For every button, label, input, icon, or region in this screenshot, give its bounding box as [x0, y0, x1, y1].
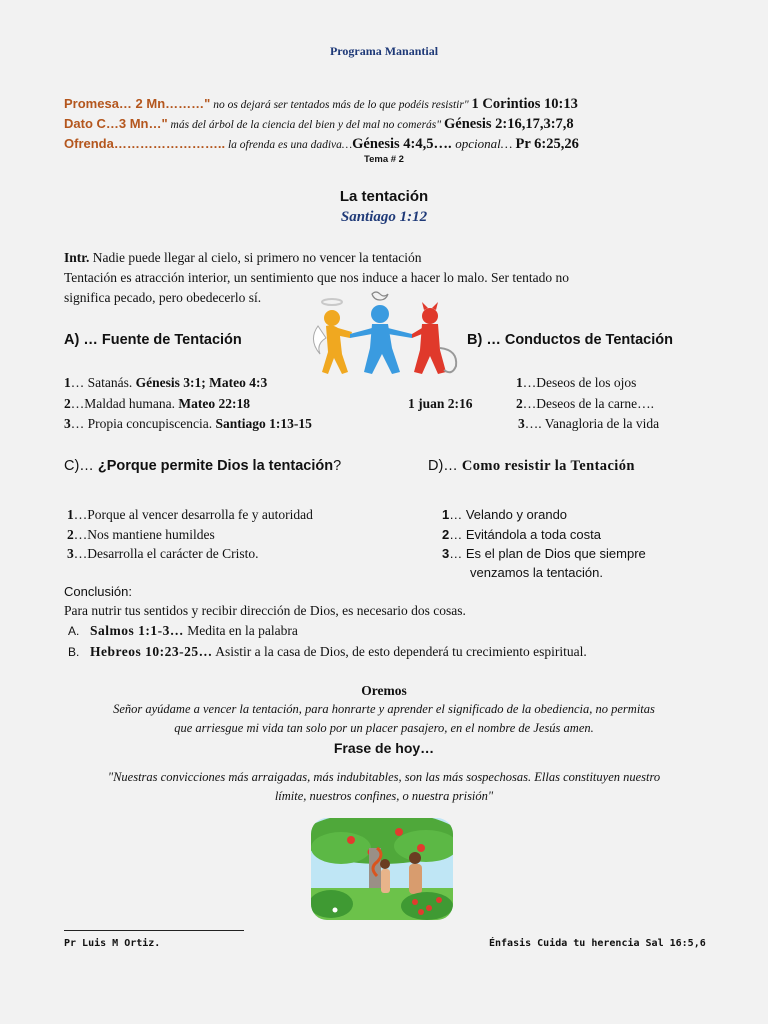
offering-line: [64, 136, 579, 153]
conclusion-text: Para nutrir tus sentidos y recibir dirección de Dios, es necesario dos cosas.: [64, 603, 466, 618]
prayer-line-2: que arriesgue mi vida tan solo por un placer pasajero, en el nombre de Jesús amen.: [174, 721, 594, 735]
section-d-heading: D)… Como resistir la Tentación: [428, 458, 635, 474]
section-d-item-2: 2… Evitándola a toda costa: [442, 527, 601, 542]
section-d-item-1: 1… Velando y orando: [442, 507, 568, 522]
confusion-icon: [372, 292, 388, 300]
section-b-item-2: 2…Deseos de la carne….: [516, 396, 654, 411]
intro-line-2: Tentación es atracción interior, un sentimiento que nos induce a hacer lo malo. Ser tentado no: [64, 270, 569, 285]
fact-label: Dato C…3 Mn…": [64, 116, 168, 131]
promise-label: Promesa… 2 Mn………": [64, 96, 211, 111]
emphasis-text: Énfasis Cuida tu herencia Sal 16:5,6: [489, 938, 706, 949]
wing-icon: [313, 326, 326, 354]
signature-rule: [64, 930, 244, 931]
human-figure: [350, 305, 412, 374]
fact-text: más del árbol de la ciencia del bien y del mal no comerás": [167, 119, 444, 131]
section-a-item-2: 2…Maldad humana. Mateo 22:18: [64, 396, 250, 411]
offering-ref: Génesis 4:4,5….: [352, 136, 456, 152]
conclusion-item-a: A. Salmos 1:1-3… Medita en la palabra: [68, 623, 298, 638]
section-a-item-1: 1… Satanás. Génesis 3:1; Mateo 4:3: [64, 375, 268, 390]
adam-figure: [409, 852, 421, 864]
prayer-line-1: Señor ayúdame a vencer la tentación, para honrarte y aprender el significado de la obediencia, no permitas: [113, 702, 655, 716]
tema-number: Tema # 2: [364, 154, 404, 165]
bush: [311, 890, 353, 918]
page-subtitle: Santiago 1:12: [340, 209, 428, 225]
conclusion-label: Conclusión:: [64, 584, 132, 599]
offering-optional: opcional…: [455, 136, 516, 151]
garden-illustration: [311, 818, 453, 920]
fact-ref: Génesis 2:16,17,3:7,8: [443, 116, 574, 132]
angel-figure: [322, 310, 352, 374]
quote-line-2: límite, nuestros confines, o nuestra prisión": [274, 789, 494, 803]
offering-label: Ofrenda……………………..: [64, 136, 226, 151]
offering-text: la ofrenda es una dadiva…: [225, 139, 353, 151]
eve-figure: [380, 859, 390, 869]
promise-line: [64, 96, 578, 113]
halo-icon: [322, 299, 342, 305]
intro-line-3: significa pecado, pero obedecerlo sí.: [64, 290, 262, 305]
section-d-item-3: 3… Es el plan de Dios que siempre: [442, 546, 646, 561]
intro-label: Intr.: [64, 250, 90, 265]
section-b-ref: 1 juan 2:16: [408, 396, 473, 411]
tug-of-war-illustration: [312, 288, 464, 380]
intro-line-1: [64, 250, 422, 266]
section-d-item-3-continuation: venzamos la tentación.: [470, 565, 603, 580]
section-b-item-1: 1…Deseos de los ojos: [516, 375, 637, 390]
section-b-item-3: 3…. Vanagloria de la vida: [518, 416, 660, 431]
promise-text: no os dejará ser tentados más de lo que podéis resistir": [210, 99, 472, 111]
section-c-item-3: 3…Desarrolla el carácter de Cristo.: [67, 546, 259, 561]
fruit-icon: [347, 836, 355, 844]
page-title: La tentación: [339, 188, 429, 205]
quote-heading: Frase de hoy…: [333, 740, 435, 756]
author-name: Pr Luis M Ortiz.: [64, 938, 161, 949]
program-name: Programa Manantial: [329, 44, 439, 58]
prayer-heading: Oremos: [361, 683, 407, 698]
section-c-item-1: 1…Porque al vencer desarrolla fe y autoridad: [67, 507, 313, 522]
section-a-heading: A) … Fuente de Tentación: [64, 332, 242, 348]
section-c-item-2: 2…Nos mantiene humildes: [67, 527, 215, 542]
intro-text-1: Nadie puede llegar al cielo, si primero no vencer la tentación: [89, 250, 422, 265]
offering-ref2: Pr 6:25,26: [515, 136, 579, 152]
section-a-item-3: 3… Propia concupiscencia. Santiago 1:13-15: [64, 416, 312, 431]
fact-line: [64, 116, 574, 133]
conclusion-item-b: B. Hebreos 10:23-25… Asistir a la casa de Dios, de esto dependerá tu crecimiento espiritual.: [68, 644, 587, 659]
devil-figure: [412, 302, 456, 374]
section-c-heading: C)… ¿Porque permite Dios la tentación?: [64, 458, 342, 474]
section-b-heading: B) … Conductos de Tentación: [467, 332, 673, 348]
quote-line-1: "Nuestras convicciones más arraigadas, más indubitables, son las más sospechosas. Ellas constituyen nuestro: [107, 770, 661, 784]
promise-ref: 1 Corintios 10:13: [471, 96, 578, 112]
